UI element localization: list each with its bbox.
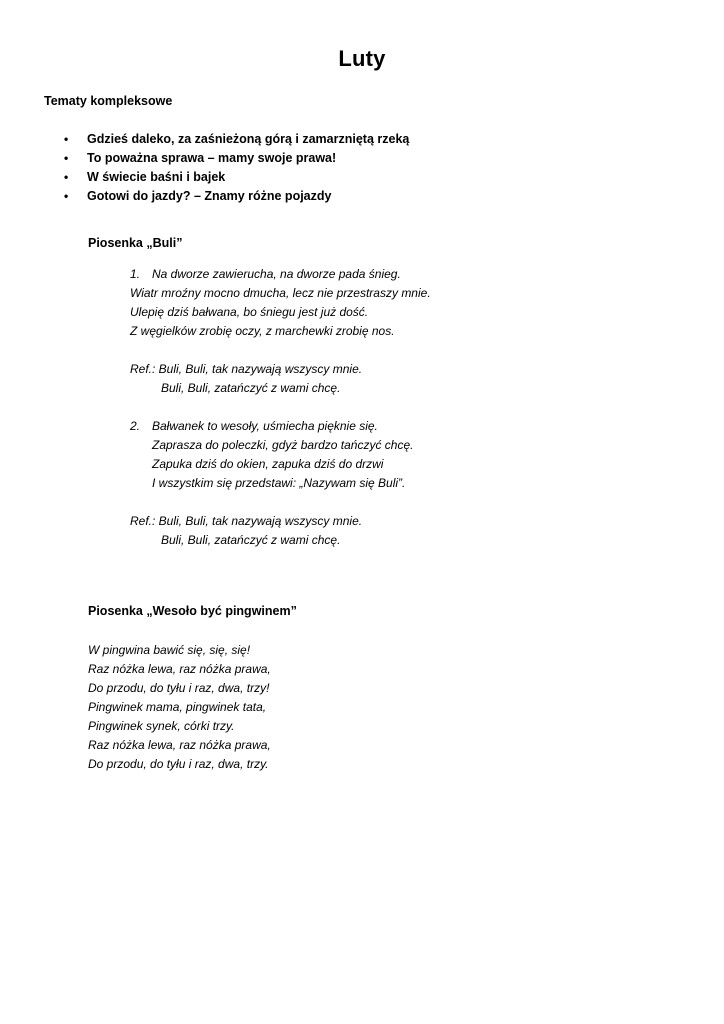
refrain-line: Ref.: Buli, Buli, tak nazywają wszyscy mnie. — [130, 362, 363, 376]
lyric-line — [130, 417, 431, 436]
lyric-line: Zaprasza do poleczki, gdyż bardzo tańczyć chcę. — [152, 438, 414, 452]
refrain-line: Buli, Buli, zatańczyć z wami chcę. — [161, 381, 341, 395]
song-lyrics-pingwin — [88, 641, 271, 774]
lyric-line: Z węgielków zrobię oczy, z marchewki zrobię nos. — [130, 324, 395, 338]
lyric-line: Pingwinek mama, pingwinek tata, — [88, 700, 267, 714]
bullet-icon: • — [64, 170, 69, 184]
lyric-text: Bałwanek to wesoły, uśmiecha pięknie się. — [152, 419, 378, 433]
lyric-text: Na dworze zawierucha, na dworze pada śnieg. — [152, 267, 401, 281]
song-title-pingwin: Piosenka „Wesoło być pingwinem” — [88, 604, 297, 618]
lyric-line: Zapuka dziś do okien, zapuka dziś do drzwi — [152, 457, 384, 471]
lyric-line: W pingwina bawić się, się, się! — [88, 643, 251, 657]
lyric-line: Raz nóżka lewa, raz nóżka prawa, — [88, 662, 271, 676]
bullet-icon: • — [64, 151, 69, 165]
topic-item — [60, 168, 409, 187]
bullet-icon: • — [64, 189, 69, 203]
refrain-line: Ref.: Buli, Buli, tak nazywają wszyscy mnie. — [130, 514, 363, 528]
topics-list — [60, 130, 409, 206]
topic-item — [60, 130, 409, 149]
lyric-line: Do przodu, do tyłu i raz, dwa, trzy. — [88, 757, 269, 771]
topic-label: W świecie baśni i bajek — [87, 170, 226, 184]
lyric-line: Pingwinek synek, córki trzy. — [88, 719, 235, 733]
lyric-line: Wiatr mroźny mocno dmucha, lecz nie przestraszy mnie. — [130, 286, 431, 300]
verse-number: 1. — [130, 267, 141, 281]
lyric-line: Do przodu, do tyłu i raz, dwa, trzy! — [88, 681, 270, 695]
lyric-line: Ulepię dziś bałwana, bo śniegu jest już dość. — [130, 305, 369, 319]
refrain-line: Buli, Buli, zatańczyć z wami chcę. — [161, 533, 341, 547]
lyric-line: Raz nóżka lewa, raz nóżka prawa, — [88, 738, 271, 752]
bullet-icon: • — [64, 132, 69, 146]
topic-label: Gotowi do jazdy? – Znamy różne pojazdy — [87, 189, 332, 203]
topic-item — [60, 187, 409, 206]
lyric-line — [130, 265, 431, 284]
topic-label: To poważna sprawa – mamy swoje prawa! — [87, 151, 337, 165]
page-title: Luty — [338, 46, 386, 71]
topic-label: Gdzieś daleko, za zaśnieżoną górą i zamarzniętą rzeką — [87, 132, 410, 146]
section-heading: Tematy kompleksowe — [44, 94, 173, 108]
song-title-buli: Piosenka „Buli” — [88, 236, 183, 250]
song-lyrics-buli — [130, 265, 431, 550]
topic-item — [60, 149, 409, 168]
verse-number: 2. — [130, 419, 141, 433]
lyric-line: I wszystkim się przedstawi: „Nazywam się Buli”. — [152, 476, 406, 490]
